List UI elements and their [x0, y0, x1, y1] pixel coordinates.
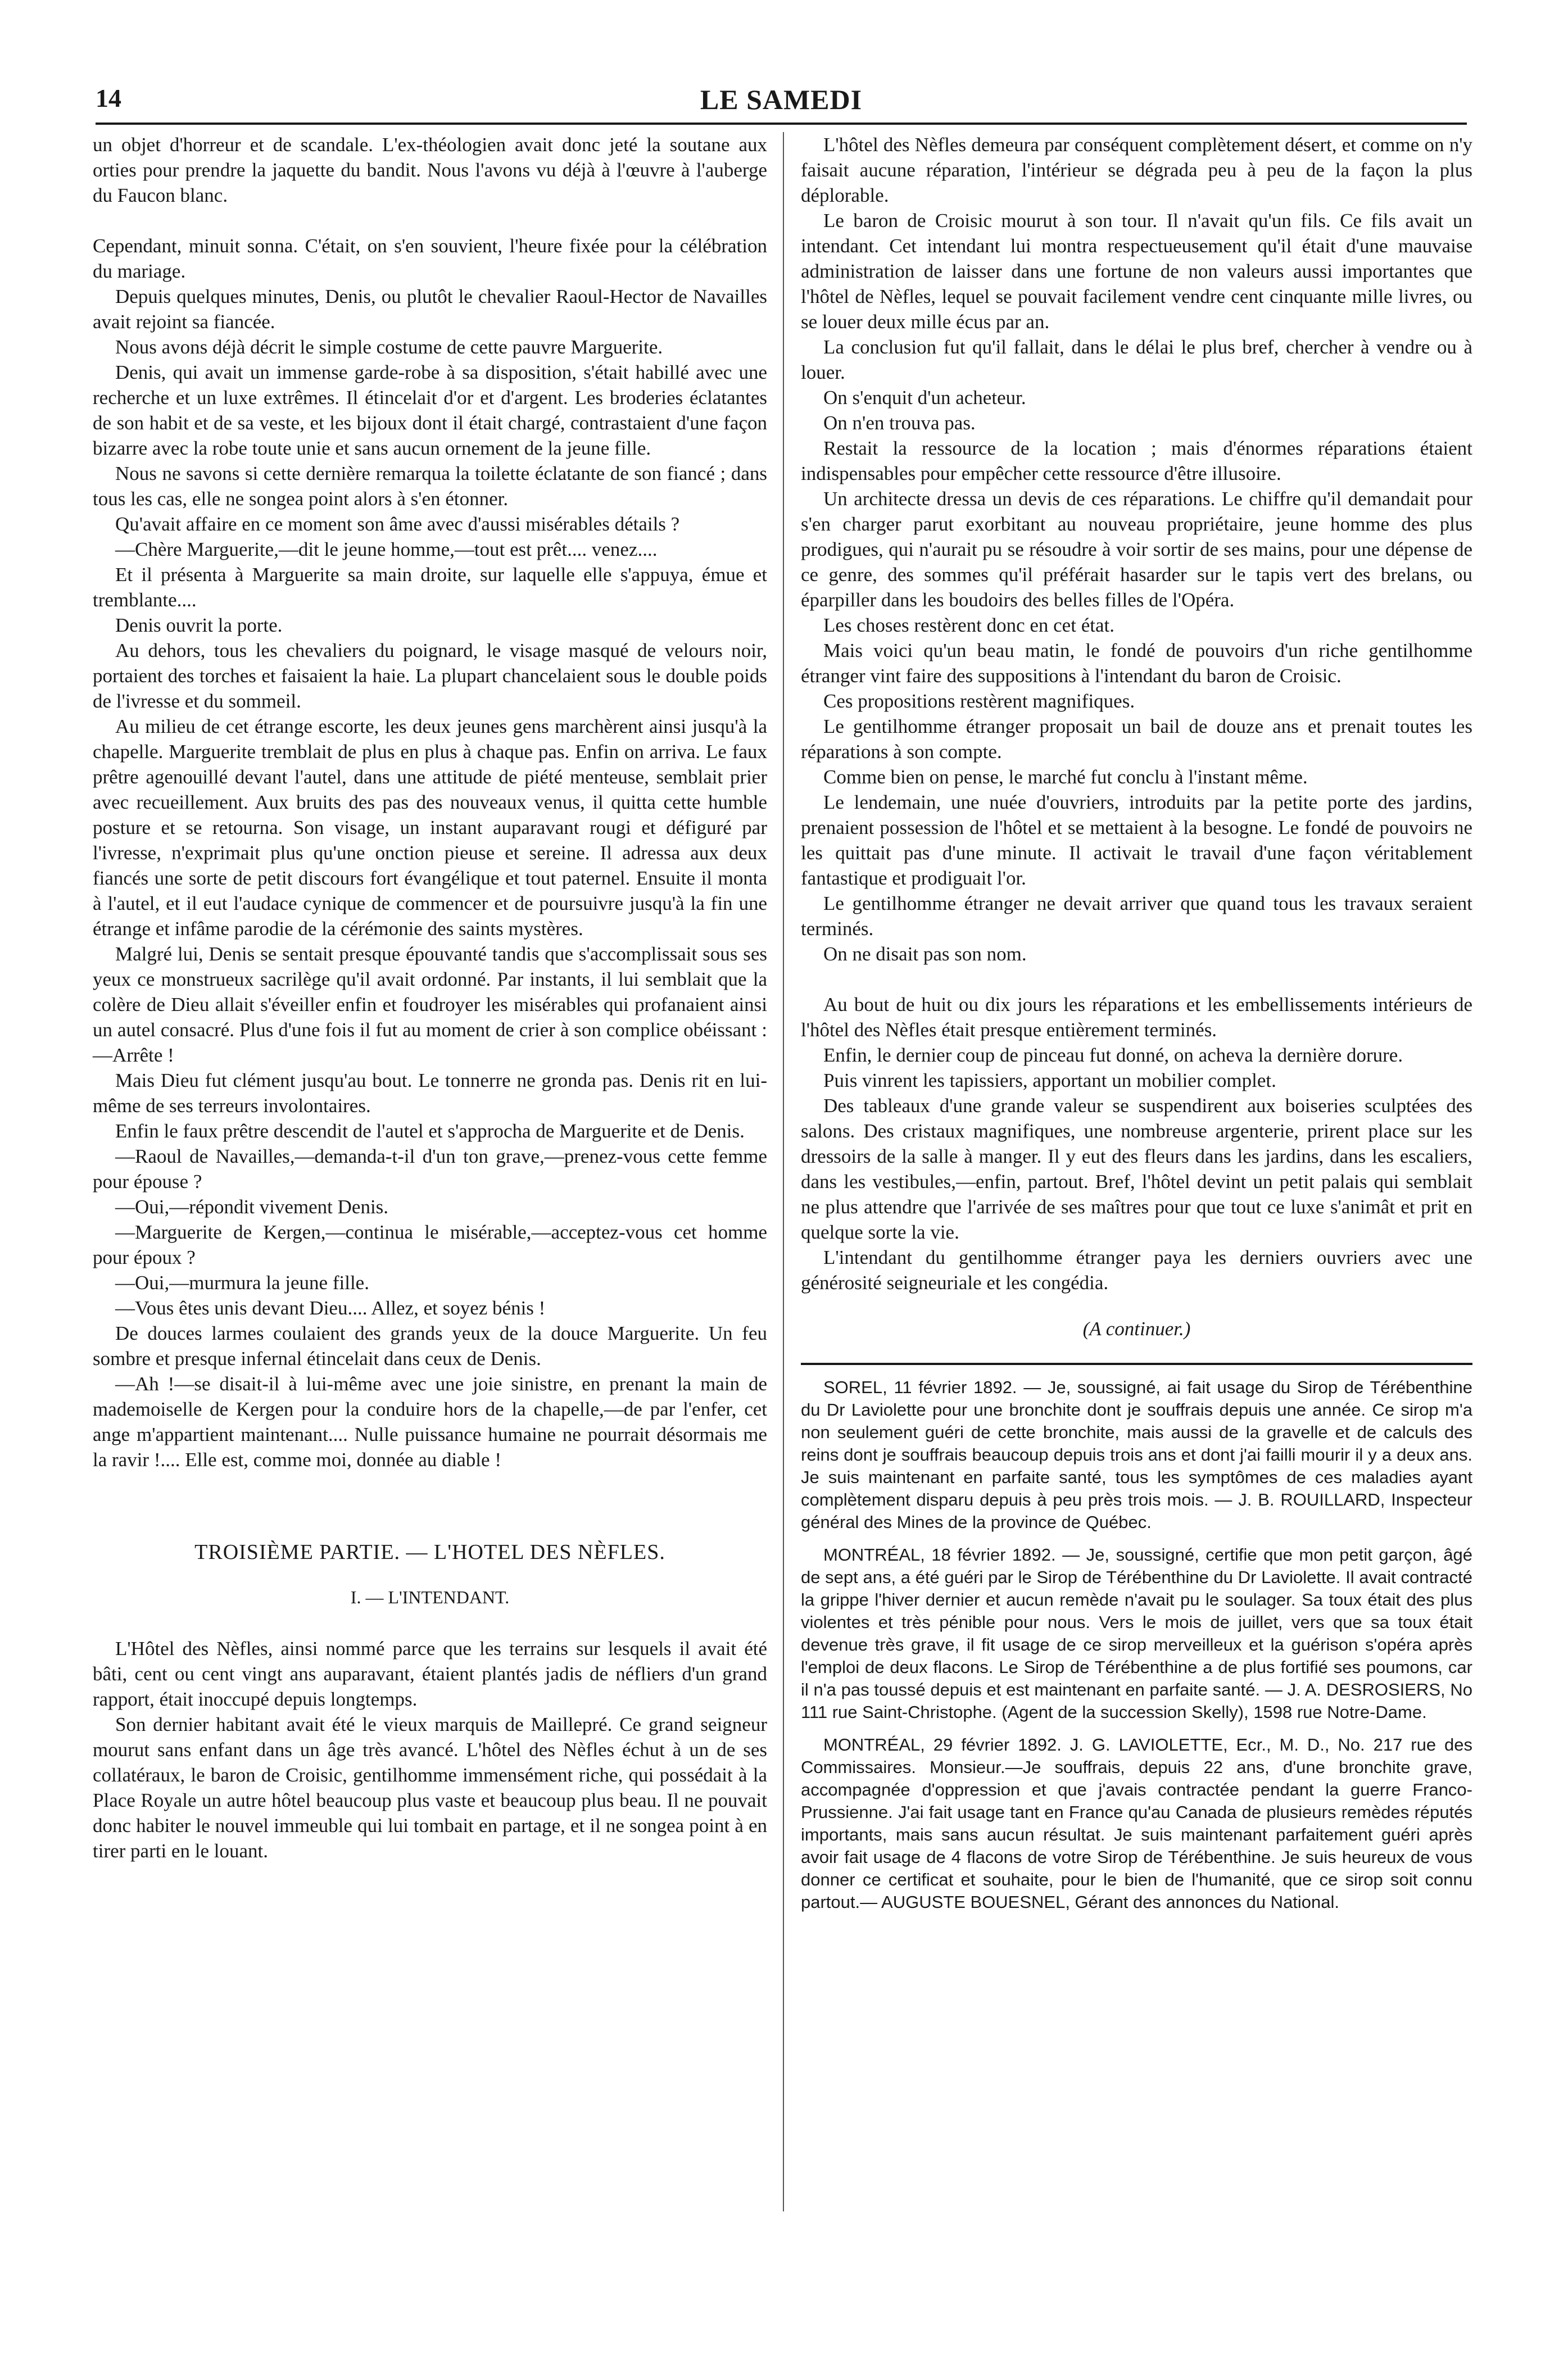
paragraph: Au milieu de cet étrange escorte, les deux jeunes gens marchèrent ainsi jusqu'à la chapelle. Marguerite tremblait de plus en plus à chaque pas. Enfin on arriva. Le faux prêtre agenouillé devant l'autel, dans une attitude de piété menteuse, semblait prier avec recueillement. Aux bruits des pas des nouveaux venus, il quitta cette humble posture et se retourna. Son visage, un instant auparavant rougi et défiguré par l'ivresse, n'exprimait plus qu'une onction pieuse et sereine. Il adressa aux deux fiancés une sorte de petit discours fort évangélique et tout paternel. Ensuite il monta à l'autel, et il eut l'audace cynique de commencer et de poursuivre jusqu'à la fin une étrange et infâme parodie de la cérémonie des saints mystères. — [93, 715, 767, 940]
paragraph: Malgré lui, Denis se sentait presque épouvanté tandis que s'accomplissait sous ses yeux ce monstrueux sacrilège qu'il avait ordonné. Par instants, il lui semblait que la colère de Dieu allait s'éveiller enfin et foudroyer les misérables qui profanaient ainsi un autel consacré. Plus d'une fois il fut au moment de crier à son complice obéissant :—Arrête ! — [93, 943, 767, 1066]
chapter-title: I. — L'INTENDANT. — [350, 1587, 510, 1607]
paragraph: Le gentilhomme étranger proposait un bail de douze ans et prenait toutes les réparations à son compte. — [801, 715, 1472, 763]
paragraph: Son dernier habitant avait été le vieux marquis de Maillepré. Ce grand seigneur mourut sans enfant dans un âge très avancé. L'hôtel des Nèfles échut à un de ses collatéraux, le baron de Croisic, gentilhomme immensément riche, qui possédait à la Place Royale un autre hôtel beaucoup plus vaste et beaucoup plus beau. Il ne pouvait donc habiter le nouvel immeuble qui lui tombait en partage, et il ne songea point à en tirer parti en le louant. — [93, 1713, 767, 1862]
column-divider — [783, 132, 784, 2211]
paragraph: Denis ouvrit la porte. — [115, 614, 283, 636]
paragraph: Enfin le faux prêtre descendit de l'autel et s'approcha de Marguerite et de Denis. — [115, 1120, 745, 1142]
paragraph: Le lendemain, une nuée d'ouvriers, introduits par la petite porte des jardins, prenaient possession de l'hôtel et se mettaient à la besogne. Le fondé de pouvoirs ne les quittait pas d'une minute. Il activait le travail d'une façon véritablement fantastique et prodiguait l'or. — [801, 791, 1472, 889]
left-column — [93, 132, 767, 1864]
section-gap — [93, 1472, 767, 1540]
page-header — [96, 83, 1467, 123]
paragraph: L'Hôtel des Nèfles, ainsi nommé parce que les terrains sur lesquels il avait été bâti, cent ou cent vingt ans auparavant, étaient plantés jadis de néfliers d'un grand rapport, était inoccupé depuis longtemps. — [93, 1638, 767, 1710]
paragraph: De douces larmes coulaient des grands yeux de la douce Marguerite. Un feu sombre et presque infernal étincelait dans ceux de Denis. — [93, 1322, 767, 1370]
advertisement-testimonial: SOREL, 11 février 1892. — Je, soussigné, ai fait usage du Sirop de Térébenthine du Dr Laviolette pour une bronchite dont je souffrais depuis une année. Ce sirop m'a non seulement guéri de cette bronchite, mais aussi de la gravelle et de calculs des reins dont je souffrais beaucoup depuis trois ans et dont j'ai failli mourir il y a deux ans. Je suis maintenant en parfaite santé, tous les symptômes de ces maladies ayant complètement disparu depuis à peu près trois mois. — J. B. ROUILLARD, Inspecteur général des Mines de la province de Québec. — [801, 1377, 1472, 1532]
paragraph: —Vous êtes unis devant Dieu.... Allez, et soyez bénis ! — [115, 1297, 546, 1319]
to-be-continued: (A continuer.) — [1082, 1318, 1191, 1340]
paragraph: Nous avons déjà décrit le simple costume de cette pauvre Marguerite. — [115, 336, 663, 358]
paragraph: L'intendant du gentilhomme étranger paya les derniers ouvriers avec une générosité seigneuriale et les congédia. — [801, 1246, 1472, 1294]
paragraph: —Marguerite de Kergen,—continua le misérable,—acceptez-vous cet homme pour époux ? — [93, 1221, 767, 1268]
part-title: TROISIÈME PARTIE. — L'HOTEL DES NÈFLES. — [194, 1540, 665, 1564]
right-column — [801, 132, 1472, 1924]
paragraph: Nous ne savons si cette dernière remarqua la toilette éclatante de son fiancé ; dans tous les cas, elle ne songea point alors à s'en étonner. — [93, 463, 767, 510]
section-gap — [93, 208, 767, 233]
advertisement-testimonial: MONTRÉAL, 29 février 1892. J. G. LAVIOLETTE, Ecr., M. D., No. 217 rue des Commissaires. Monsieur.—Je souffrais, depuis 22 ans, d'une bronchite grave, accompagnée d'oppression et que j'avais contractée pendant la guerre Franco-Prussienne. J'ai fait usage tant en France qu'au Canada de plusieurs remèdes réputés importants, mais sans aucun résultat. Je suis maintenant parfaitement guéri après avoir fait usage de 4 flacons de votre Sirop de Térébenthine. Je suis heureux de vous donner ce certificat et souhaite, pour le bien de l'humanité, que ce sirop soit connu partout.— AUGUSTE BOUESNEL, Gérant des annonces du National. — [801, 1735, 1472, 1912]
paragraph: Au dehors, tous les chevaliers du poignard, le visage masqué de velours noir, portaient des torches et faisaient la haie. La plupart chancelaient sous le double poids de l'ivresse et du sommeil. — [93, 640, 767, 712]
paragraph: Le baron de Croisic mourut à son tour. Il n'avait qu'un fils. Ce fils avait un intendant. Cet intendant lui montra respectueusement qu'il était d'une mauvaise administration de laisser dans une fortune de non valeurs aussi importantes que l'hôtel de Nèfles, lequel se pouvait facilement vendre cent cinquante mille livres, ou se louer deux mille écus par an. — [801, 210, 1472, 333]
paragraph: Au bout de huit ou dix jours les réparations et les embellissements intérieurs de l'hôtel des Nèfles était presque entièrement terminés. — [801, 994, 1472, 1041]
paragraph: Des tableaux d'une grande valeur se suspendirent aux boiseries sculptées des salons. Des cristaux magnifiques, une nombreuse argenterie, prirent place sur les dressoirs de la salle à manger. Il y eut des fleurs dans les jardins, dans les escaliers, dans les vestibules,—enfin, partout. Bref, l'hôtel devint un petit palais qui semblait ne plus attendre que l'arrivée de ses maîtres pour que tout ce luxe s'animât et prit en quelque sorte la vie. — [801, 1095, 1472, 1243]
paragraph: On ne disait pas son nom. — [823, 943, 1027, 965]
paragraph: —Raoul de Navailles,—demanda-t-il d'un ton grave,—prenez-vous cette femme pour épouse ? — [93, 1145, 767, 1193]
paragraph: —Oui,—répondit vivement Denis. — [115, 1196, 389, 1218]
paragraph: La conclusion fut qu'il fallait, dans le délai le plus bref, chercher à vendre ou à louer. — [801, 336, 1472, 383]
paragraph: Les choses restèrent donc en cet état. — [823, 614, 1114, 636]
paragraph: —Oui,—murmura la jeune fille. — [115, 1272, 369, 1294]
paragraph: L'hôtel des Nèfles demeura par conséquent complètement désert, et comme on n'y faisait aucune réparation, l'intérieur se dégrada peu à peu de la façon la plus déplorable. — [801, 134, 1472, 206]
paragraph: Restait la ressource de la location ; mais d'énormes réparations étaient indispensables pour empêcher cette ressource d'être illusoire. — [801, 437, 1472, 484]
paragraph: Le gentilhomme étranger ne devait arriver que quand tous les travaux seraient terminés. — [801, 892, 1472, 940]
paragraph: Enfin, le dernier coup de pinceau fut donné, on acheva la dernière dorure. — [823, 1044, 1403, 1066]
paragraph: Denis, qui avait un immense garde-robe à sa disposition, s'était habillé avec une recherche et un luxe extrêmes. Il étincelait d'or et d'argent. Les broderies éclatantes de son habit et de sa veste, et les bijoux dont il était chargé, contrastaient d'une façon bizarre avec la robe toute unie et sans aucun ornement de la jeune fille. — [93, 361, 767, 459]
paragraph: Puis vinrent les tapissiers, apportant un mobilier complet. — [823, 1069, 1276, 1091]
paragraph: Et il présenta à Marguerite sa main droite, sur laquelle elle s'appuya, émue et tremblante.... — [93, 564, 767, 611]
paragraph: —Chère Marguerite,—dit le jeune homme,—tout est prêt.... venez.... — [115, 538, 658, 560]
section-gap — [801, 967, 1472, 992]
paragraph: Mais voici qu'un beau matin, le fondé de pouvoirs d'un riche gentilhomme étranger vint faire des suppositions à l'intendant du baron de Croisic. — [801, 640, 1472, 687]
page-number: 14 — [96, 84, 121, 112]
paragraph: Comme bien on pense, le marché fut conclu à l'instant même. — [823, 766, 1308, 788]
advertisement-rule — [801, 1363, 1472, 1365]
paragraph: On n'en trouva pas. — [823, 412, 976, 434]
advertisement-testimonial: MONTRÉAL, 18 février 1892. — Je, soussigné, certifie que mon petit garçon, âgé de sept ans, a été guéri par le Sirop de Térébenthine du Dr Laviolette. Il avait contracté la grippe l'hiver dernier et aucun remède n'avait pu le soulager. Sa toux était des plus violentes et très pénible pour nous. Vers le mois de juillet, vers que sa toux était devenue très grave, il fit usage de ce sirop merveilleux et la guérison s'opéra après l'emploi de deux flacons. Le Sirop de Térébenthine a de plus fortifié ses poumons, car il n'a pas toussé depuis et est maintenant en parfaite santé. — J. A. DESROSIERS, No 111 rue Saint-Christophe. (Agent de la succession Skelly), 1598 rue Notre-Dame. — [801, 1545, 1472, 1722]
paragraph: un objet d'horreur et de scandale. L'ex-théologien avait donc jeté la soutane aux orties pour prendre la jaquette du bandit. Nous l'avons vu déjà à l'œuvre à l'auberge du Faucon blanc. — [93, 134, 767, 206]
header-rule — [96, 123, 1467, 125]
journal-title: LE SAMEDI — [700, 84, 863, 115]
paragraph: —Ah !—se disait-il à lui-même avec une joie sinistre, en prenant la main de mademoiselle de Kergen pour la conduire hors de la chapelle,—de par l'enfer, cet ange m'appartient maintenant.... Nulle puissance humaine ne pourrait désormais me la ravir !.... Elle est, comme moi, donnée au diable ! — [93, 1373, 767, 1471]
paragraph: Ces propositions restèrent magnifiques. — [823, 690, 1135, 712]
paragraph: Depuis quelques minutes, Denis, ou plutôt le chevalier Raoul-Hector de Navailles avait rejoint sa fiancée. — [93, 285, 767, 333]
paragraph: Un architecte dressa un devis de ces réparations. Le chiffre qu'il demandait pour s'en charger parut exorbitant au nouveau propriétaire, jeune homme des plus prodigues, qui n'aurait pu se résoudre à voir sortir de ses mains, pour une dépense de ce genre, des sommes qu'il préférait hasarder sur le tapis vert des brelans, ou éparpiller dans les boudoirs des belles filles de l'Opéra. — [801, 488, 1472, 611]
paragraph: Qu'avait affaire en ce moment son âme avec d'aussi misérables détails ? — [115, 513, 680, 535]
paragraph: Mais Dieu fut clément jusqu'au bout. Le tonnerre ne gronda pas. Denis rit en lui-même de ses terreurs involontaires. — [93, 1069, 767, 1117]
paragraph: On s'enquit d'un acheteur. — [823, 387, 1026, 409]
paragraph: Cependant, minuit sonna. C'était, on s'en souvient, l'heure fixée pour la célébration du mariage. — [93, 235, 767, 282]
